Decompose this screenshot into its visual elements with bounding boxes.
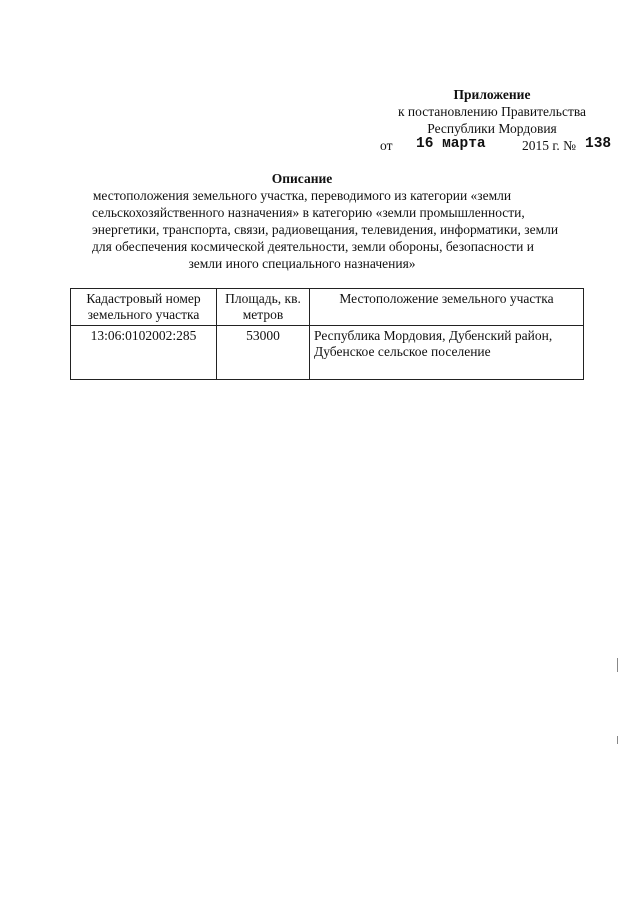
header-location: Местоположение земельного участка	[310, 289, 584, 326]
cell-cadastral-number: 13:06:0102002:285	[71, 326, 217, 380]
table-header-row	[71, 289, 584, 326]
header-cadastral-number: Кадастровый номер земельного участка	[71, 289, 217, 326]
description-line: земли иного специального назначения»	[188, 256, 416, 271]
scan-artifact-mark	[617, 736, 618, 744]
date-year: 2015 г. №	[522, 138, 577, 153]
cell-location: Республика Мордовия, Дубенский район, Дубенское сельское поселение	[310, 326, 584, 380]
parcel-table	[70, 288, 584, 380]
description-line: энергетики, транспорта, связи, радиовещания, телевидения, информатики, земли	[92, 222, 559, 237]
date-prefix: от	[380, 138, 393, 153]
header-area: Площадь, кв. метров	[217, 289, 310, 326]
description-block	[92, 170, 559, 272]
appendix-line-2: Республики Мордовия	[427, 121, 557, 136]
appendix-date-line	[372, 137, 612, 157]
cell-area: 53000	[217, 326, 310, 380]
table-row	[71, 326, 584, 380]
appendix-line-1: к постановлению Правительства	[397, 104, 587, 119]
appendix-block	[372, 86, 612, 157]
document-number: 138	[585, 136, 612, 152]
description-line: местоположения земельного участка, переводимого из категории «земли	[92, 188, 512, 203]
description-title: Описание	[271, 171, 333, 186]
date-day-month: 16 марта	[416, 136, 486, 152]
scan-artifact-mark	[617, 658, 618, 672]
description-line: сельскохозяйственного назначения» в категорию «земли промышленности,	[92, 205, 525, 220]
appendix-title: Приложение	[453, 87, 531, 102]
description-line: для обеспечения космической деятельности, земли обороны, безопасности и	[92, 239, 534, 254]
